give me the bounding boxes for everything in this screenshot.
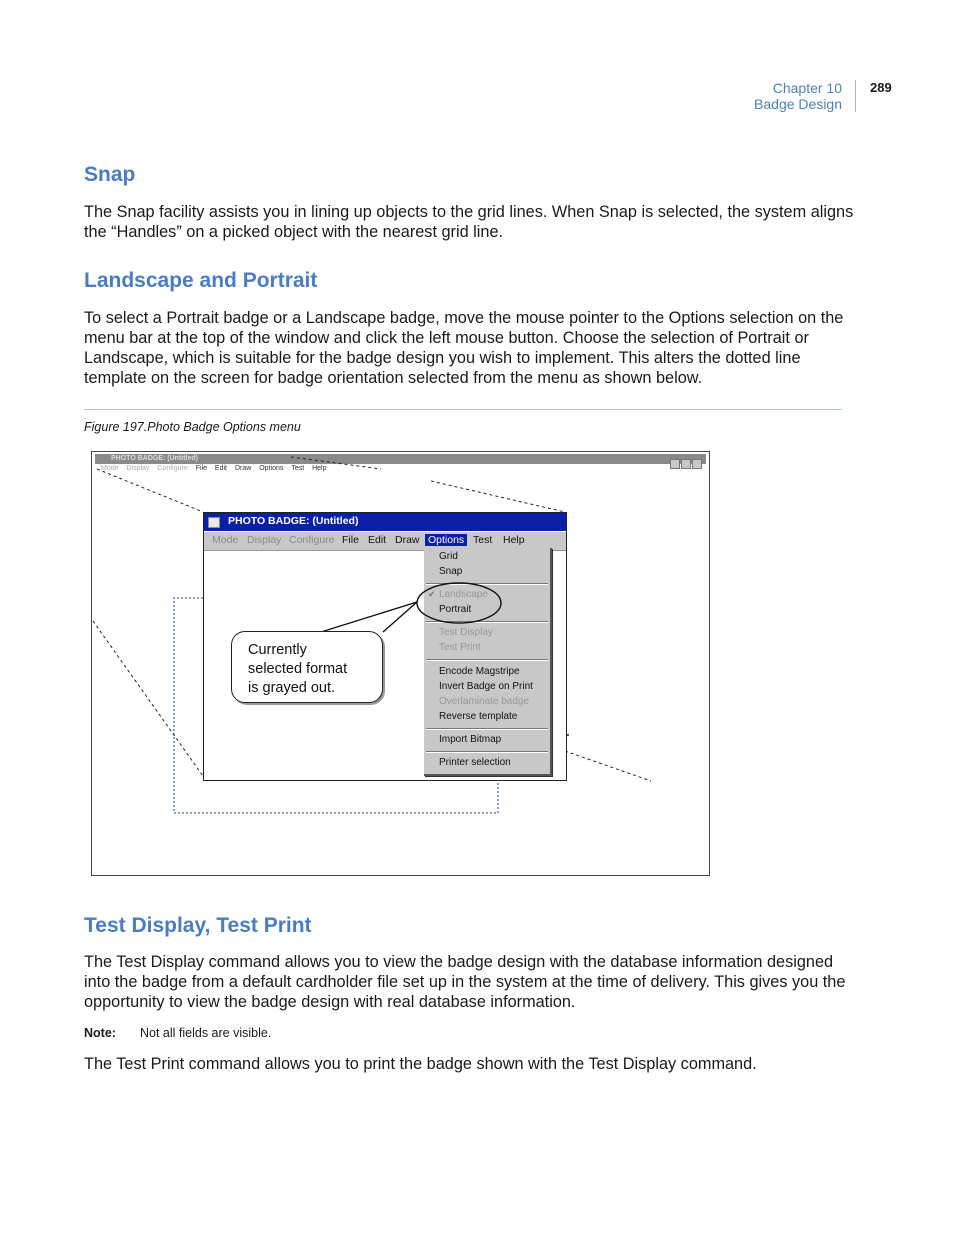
menu-separator bbox=[426, 621, 548, 623]
menu-item-snap[interactable]: Snap bbox=[439, 566, 463, 577]
header-divider bbox=[855, 80, 856, 112]
background-window-title: PHOTO BADGE: (Untitled) bbox=[111, 455, 198, 462]
bg-menu-item: Mode bbox=[101, 465, 119, 472]
menu-item-grid[interactable]: Grid bbox=[439, 551, 458, 562]
heading-snap: Snap bbox=[84, 163, 136, 186]
heading-test-display: Test Display, Test Print bbox=[84, 914, 312, 937]
menu-item-reverse-template[interactable]: Reverse template bbox=[439, 711, 518, 722]
bg-menu-item: Help bbox=[312, 465, 327, 472]
options-dropdown bbox=[424, 548, 552, 776]
figure-caption: Figure 197.Photo Badge Options menu bbox=[84, 420, 301, 434]
menu-item-portrait[interactable]: Portrait bbox=[439, 604, 472, 615]
bg-menu-item: Draw bbox=[234, 465, 252, 472]
menu-separator bbox=[426, 751, 548, 753]
menu-options[interactable]: Options bbox=[425, 534, 467, 546]
bg-menu-item: Display bbox=[126, 465, 150, 472]
menu-edit[interactable]: Edit bbox=[368, 534, 387, 546]
menu-separator bbox=[426, 583, 548, 585]
figure-rule bbox=[84, 409, 842, 410]
bg-menu-item: Test bbox=[291, 465, 305, 472]
callout-bubble bbox=[231, 631, 383, 703]
callout-text: Currently selected format is grayed out. bbox=[248, 642, 348, 696]
menu-item-import-bitmap[interactable]: Import Bitmap bbox=[439, 734, 502, 745]
menu-item-encode-magstripe[interactable]: Encode Magstripe bbox=[439, 666, 520, 677]
menu-item-invert-badge[interactable]: Invert Badge on Print bbox=[439, 681, 533, 692]
page-number: 289 bbox=[870, 80, 892, 95]
header-section: Badge Design bbox=[754, 96, 842, 112]
running-header bbox=[642, 80, 842, 112]
menu-display[interactable]: Display bbox=[247, 534, 282, 546]
bg-menu-item: Configure bbox=[157, 465, 188, 472]
menu-item-printer-selection[interactable]: Printer selection bbox=[439, 757, 511, 768]
window-title: PHOTO BADGE: (Untitled) bbox=[228, 515, 359, 527]
system-menu-icon[interactable] bbox=[208, 517, 220, 528]
heading-landscape-portrait: Landscape and Portrait bbox=[84, 269, 318, 292]
note-label: Note: bbox=[84, 1026, 116, 1040]
bg-menu-item: File bbox=[195, 465, 207, 472]
menu-item-landscape[interactable]: Landscape bbox=[439, 589, 488, 600]
bg-menu-item: Options bbox=[259, 465, 284, 472]
zoom-line bbox=[97, 469, 203, 512]
menu-configure[interactable]: Configure bbox=[289, 534, 335, 546]
menu-file[interactable]: File bbox=[342, 534, 359, 546]
menu-separator bbox=[426, 659, 548, 661]
zoom-line bbox=[431, 481, 565, 512]
bg-menu-item: Edit bbox=[214, 465, 227, 472]
test-print-paragraph: The Test Print command allows you to print the badge shown with the Test Display command. bbox=[84, 1055, 757, 1073]
header-chapter: Chapter 10 bbox=[772, 80, 842, 96]
menu-mode[interactable]: Mode bbox=[212, 534, 239, 546]
checkmark-icon: ✔ bbox=[428, 589, 436, 599]
window-title-bar bbox=[204, 513, 566, 531]
test-display-paragraph: The Test Display command allows you to view the badge design with the database information designed into the badge from a default cardholder file set up in the system at the time of delivery. This gives you the opportunity to view the badge design with real database information. bbox=[84, 953, 846, 1011]
figure-screenshot bbox=[91, 451, 710, 876]
menu-item-test-display[interactable]: Test Display bbox=[439, 627, 493, 638]
zoom-line bbox=[93, 621, 203, 776]
zoom-line bbox=[291, 457, 381, 469]
menu-separator bbox=[426, 728, 548, 730]
snap-paragraph: The Snap facility assists you in lining up objects to the grid lines. When Snap is selected, the system aligns the “Handles” on a picked object with the nearest grid line. bbox=[84, 203, 854, 241]
menu-test[interactable]: Test bbox=[473, 534, 493, 546]
menu-item-overlaminate[interactable]: Overlaminate badge bbox=[439, 696, 530, 707]
note-text: Not all fields are visible. bbox=[140, 1026, 272, 1040]
zoom-line bbox=[565, 751, 651, 781]
landscape-paragraph: To select a Portrait badge or a Landscape badge, move the mouse pointer to the Options selection on the menu bar at the top of the window and click the left mouse button. Choose the selection of Portrait or Landscape, which is suitable for the badge design you wish to implement. This alters the dotted line template on the screen for badge orientation selected from the menu as shown below. bbox=[84, 309, 844, 387]
menu-help[interactable]: Help bbox=[503, 534, 525, 546]
menu-item-test-print[interactable]: Test Print bbox=[439, 642, 481, 653]
menu-draw[interactable]: Draw bbox=[395, 534, 420, 546]
